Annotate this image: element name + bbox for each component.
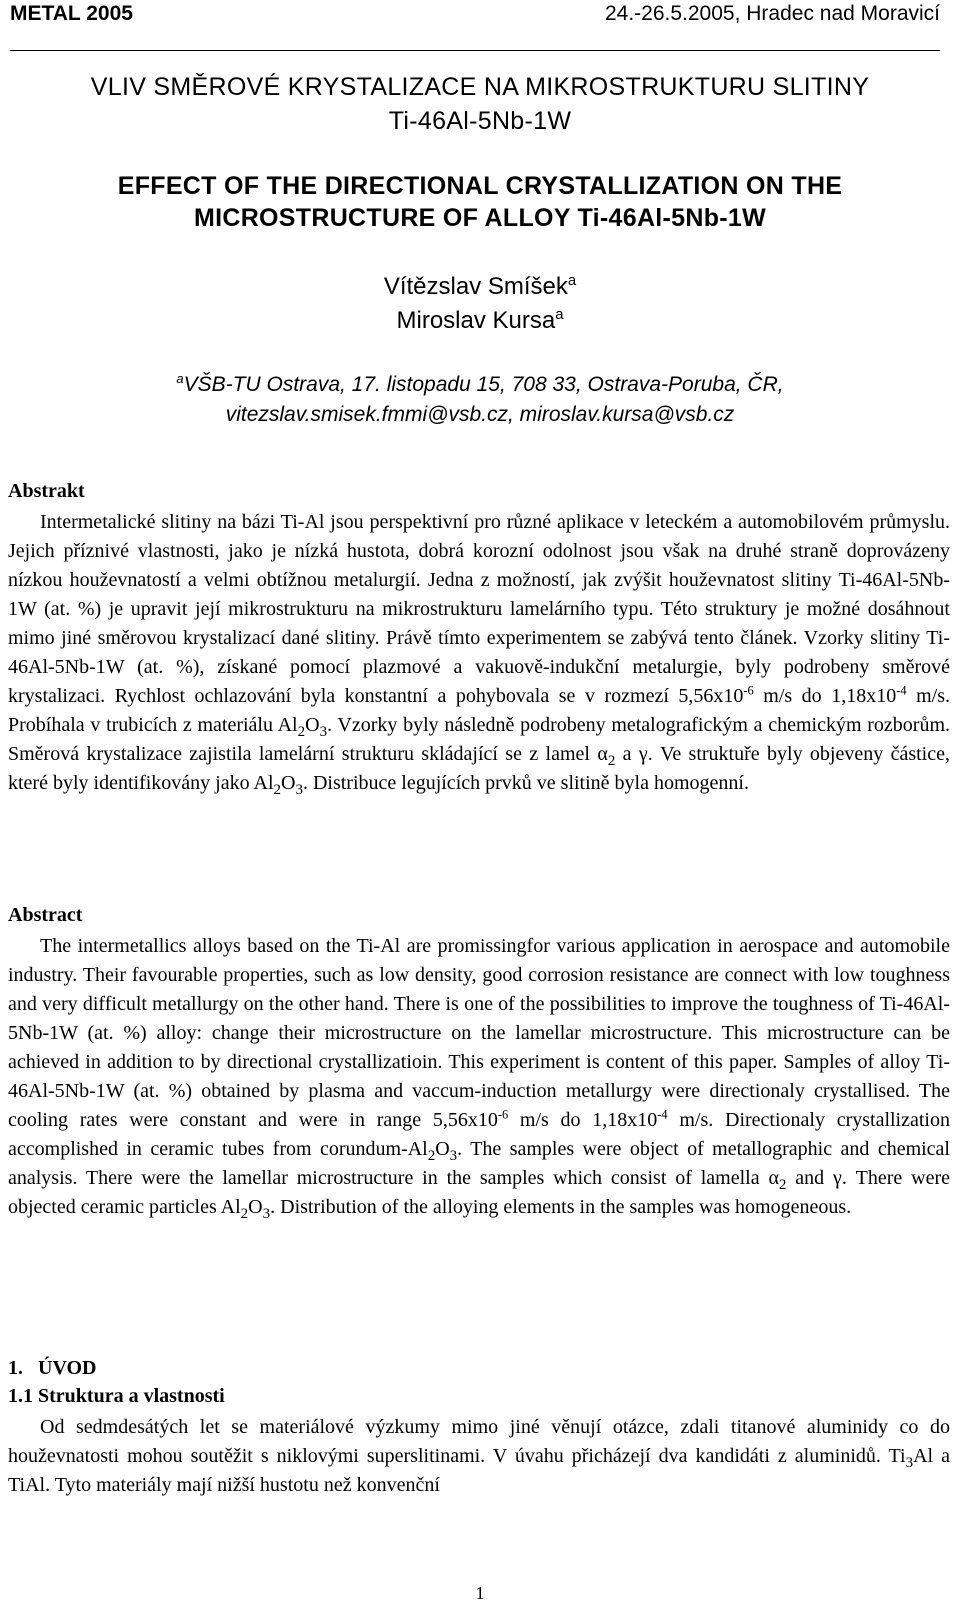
section-heading-uvod: 1. ÚVOD xyxy=(8,1357,97,1379)
affiliation-mark: a xyxy=(176,371,184,386)
title-english xyxy=(0,170,960,234)
intro-paragraph: Od sedmdesátých let se materiálové výzkumy mimo jiné věnují otázce, zdali titanové aluminidy co do houževnatosti mohou soutěžit s niklovými superslitinami. V úvahu přicházejí dva kandidáti z aluminidů. $Ti_3Al$ a TiAl. Tyto materiály mají nižší hustotu než konvenční xyxy=(8,1416,950,1496)
title-english-line1: EFFECT OF THE DIRECTIONAL CRYSTALLIZATION ON THE xyxy=(117,172,843,200)
title-czech-line1: VLIV SMĚROVÉ KRYSTALIZACE NA MIKROSTRUKTURU SLITINY xyxy=(90,73,870,101)
author xyxy=(0,270,960,304)
affiliation-emails: vitezslav.smisek.fmmi@vsb.cz, miroslav.kursa@vsb.cz xyxy=(225,403,735,426)
abstrakt-paragraph: Intermetalické slitiny na bázi Ti-Al jsou perspektivní pro různé aplikace v leteckém a automobilovém průmyslu. Jejich příznivé vlastnosti, jako je nízká hustota, dobrá korozní odolnost jsou však na druhé straně doprovázeny nízkou houževnatostí a velmi obtížnou metalurgií. Jedna z možností, jak zvýšit houževnatost slitiny Ti-46Al-5Nb-1W (at. %) je upravit její mikrostrukturu na mikrostrukturu lamelárního typu. Této struktury je možné dosáhnout mimo jiné směrovou krystalizací dané slitiny. Právě tímto experimentem se zabývá tento článek. Vzorky slitiny Ti-46Al-5Nb-1W (at. %), získané pomocí plazmové a vakuově-indukční metalurgie, byly podrobeny směrové krystalizaci. Rychlost ochlazování byla konstantní a pohybovala se v rozmezí $5,56x10^{-6}$ m/s do $1,18x10^{-4}$ m/s. Probíhala v trubicích z materiálu $Al_2O_3$. Vzorky byly následně podrobeny metalografickým a chemickým rozborům. Směrová krystalizace zajistila lamelární strukturu skládající se z lamel $\alpha_2$ a γ. Ve struktuře byly objeveny částice, které byly identifikovány jako $Al_2O_3$. Distribuce legujících prvků ve slitině byla homogenní. xyxy=(8,511,951,798)
running-header xyxy=(10,2,940,32)
abstract-heading: Abstract xyxy=(8,904,83,926)
affiliation-address: $^a$VŠB-TU Ostrava, 17. listopadu 15, 708 33, Ostrava-Poruba, ČR, xyxy=(176,371,784,396)
author-affiliation-mark: a xyxy=(555,307,564,323)
title-czech-line2: Ti-46Al-5Nb-1W xyxy=(388,107,572,135)
page-number: 1 xyxy=(475,1583,485,1603)
header-divider xyxy=(10,50,940,51)
conference-date-location: 24.-26.5.2005, Hradec nad Moravicí xyxy=(604,2,940,25)
abstract-paragraph: The intermetallics alloys based on the Ti-Al are promissingfor various application in aerospace and automobile industry. Their favourable properties, such as low density, good corrosion resistance are connect with low toughness and very difficult metallurgy on the other hand. There is one of the possibilities to improve the toughness of Ti-46Al-5Nb-1W (at. %) alloy: change their microstructure on the lamellar microstructure. This microstructure can be achieved in addition to by directional crystallizatioin. This experiment is content of this paper. Samples of alloy Ti-46Al-5Nb-1W (at. %) obtained by plasma and vaccum-induction metallurgy were directionaly crystallised. The cooling rates were constant and were in range $5,56x10^{-6}$ m/s do $1,18x10^{-4}$ m/s. Directionaly crystallization accomplished in ceramic tubes from corundum-$Al_2O_3$. The samples were object of metallographic and chemical analysis. There were the lamellar microstructure in the samples which consist of lamella $\alpha_2$ and γ. There were objected ceramic particles $Al_2O_3$. Distribution of the alloying elements in the samples was homogeneous. xyxy=(8,935,950,1222)
conference-name: METAL 2005 xyxy=(10,2,133,25)
author-name: Vítězslav Smíšek xyxy=(383,273,568,300)
subsection-heading: 1.1 Struktura a vlastnosti xyxy=(8,1385,225,1407)
title-english-line2: MICROSTRUCTURE OF ALLOY Ti-46Al-5Nb-1W xyxy=(193,204,767,232)
title-czech xyxy=(0,70,960,138)
author-affiliation-mark: a xyxy=(567,273,577,289)
author-name: Miroslav Kursa xyxy=(396,307,556,334)
author-list xyxy=(0,270,960,338)
affiliation xyxy=(0,370,960,430)
author xyxy=(0,304,960,338)
abstrakt-heading: Abstrakt xyxy=(8,480,85,502)
